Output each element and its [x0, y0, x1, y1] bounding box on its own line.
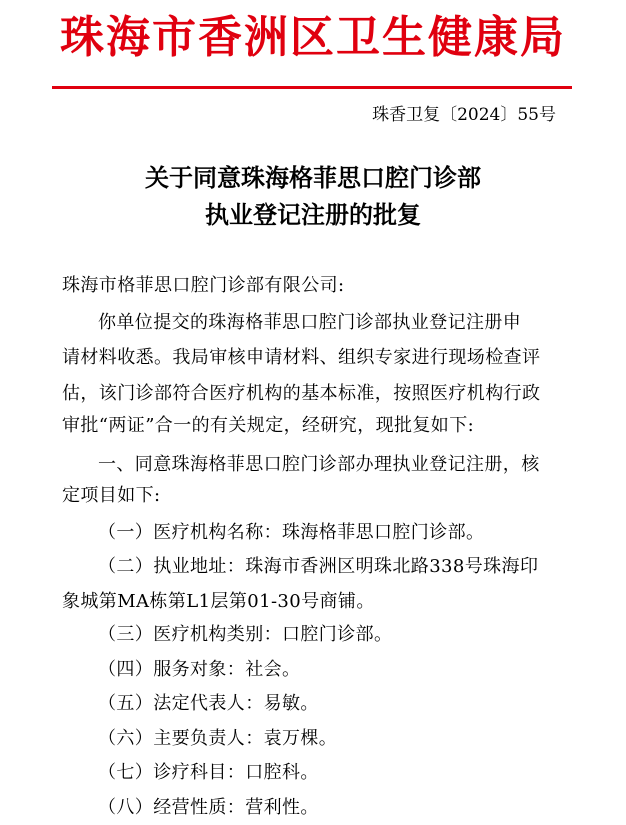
document-title-line-2: 执业登记注册的批复 — [205, 200, 421, 229]
list-item-continuation: 象城第MA栋第L1层第01-30号商铺。 — [62, 591, 375, 612]
paragraph-line: 一、同意珠海格菲思口腔门诊部办理执业登记注册，核 — [98, 454, 540, 475]
list-item: （五）法定代表人：易敏。 — [98, 693, 319, 714]
paragraph-line: 定项目如下: — [62, 485, 161, 506]
paragraph-line: 估，该门诊部符合医疗机构的基本标准，按照医疗机构行政 — [62, 383, 541, 404]
paragraph-line: 请材料收悉。我局审核申请材料、组织专家进行现场检查评 — [62, 347, 541, 368]
recipient-line: 珠海市格菲思口腔门诊部有限公司: — [62, 275, 345, 296]
paragraph-line: 你单位提交的珠海格菲思口腔门诊部执业登记注册申 — [98, 312, 522, 333]
list-item: （七）诊疗科目：口腔科。 — [98, 762, 319, 783]
document-number: 珠香卫复〔2024〕55号 — [372, 105, 556, 125]
list-item: （八）经营性质：营利性。 — [98, 797, 319, 818]
list-item: （二）执业地址：珠海市香洲区明珠北路338号珠海印 — [98, 556, 539, 577]
list-item: （六）主要负责人：袁万棵。 — [98, 728, 338, 749]
header-red-rule — [52, 86, 572, 89]
list-item: （三）医疗机构类别：口腔门诊部。 — [98, 624, 393, 645]
list-item: （一）医疗机构名称：珠海格菲思口腔门诊部。 — [98, 522, 485, 543]
paragraph-line: 审批“两证”合一的有关规定，经研究，现批复如下: — [62, 415, 475, 436]
document-title-line-1: 关于同意珠海格菲思口腔门诊部 — [145, 163, 481, 192]
list-item: （四）服务对象：社会。 — [98, 659, 301, 680]
issuing-authority-header: 珠海市香洲区卫生健康局 — [60, 12, 566, 63]
